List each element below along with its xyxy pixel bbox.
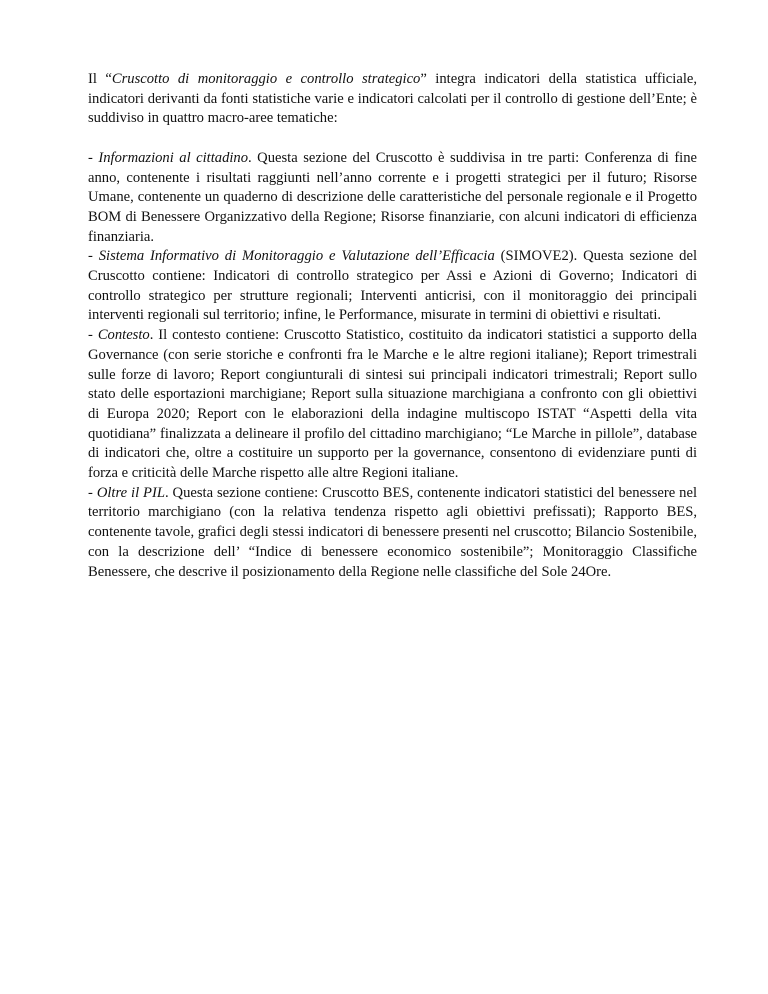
section-oltre-il-pil: [88, 484, 697, 583]
section-dash: -: [88, 484, 97, 501]
section-dash: -: [88, 248, 99, 265]
document-body: [88, 70, 697, 582]
intro-paragraph: [88, 70, 697, 129]
section-text: . Questa sezione contiene: Cruscotto BES, contenente indicatori statistici del benessere nel territorio marchigiano (con la relativa tendenza rispetto agli obiettivi prefissati); Rapporto BES, contenente tavole, grafici degli stessi indicatori di benessere presenti nel cruscotto; Bilancio Sostenibile, con la descrizione dell’ “Indice di benessere economico sostenibile”; Monitoraggio Classifiche Benessere, che descrive il posizionamento della Regione nelle classifiche del Sole 24Ore.: [88, 484, 697, 580]
intro-title: Cruscotto di monitoraggio e controllo strategico: [111, 71, 421, 87]
section-dash: -: [88, 149, 99, 166]
section-simove: [88, 247, 697, 326]
section-title: Contesto: [97, 327, 150, 344]
section-informazioni: [88, 149, 697, 248]
section-text: . Il contesto contiene: Cruscotto Statistico, costituito da indicatori statistici a supporto della Governance (con serie storiche e confronti fra le Marche e le altre regioni italiane); Report trimestrali sulle forze di lavoro; Report congiunturali di sintesi sui principali indicatori trimestrali; Report sullo stato delle esportazioni marchigiane; Report sulla situazione marchigiana a confronto con gli obiettivi di Europa 2020; Report con le elaborazioni della indagine multiscopo ISTAT “Aspetti della vita quotidiana” finalizzata a delineare il profilo del cittadino marchigiano; “Le Marche in pillole”, database di indicatori che, oltre a costituire un supporto per la governance, consentono di evidenziare punti di forza e criticità delle Marche rispetto alle altre Regioni italiane.: [88, 327, 697, 482]
section-text: . Questa sezione del Cruscotto è suddivisa in tre parti: Conferenza di fine anno, contenente i risultati raggiunti nell’anno corrente e i progetti strategici per il futuro; Risorse Umane, contenente un quaderno di descrizione delle caratteristiche del personale regionale e il Progetto BOM di Benessere Organizzativo della Regione; Risorse finanziarie, con alcuni indicatori di efficienza finanziaria.: [88, 149, 698, 245]
section-title: Sistema Informativo di Monitoraggio e Valutazione dell’Efficacia: [98, 248, 495, 265]
section-text: (SIMOVE2). Questa sezione del Cruscotto contiene: Indicatori di controllo strategico per Assi e Azioni di Governo; Indicatori di controllo strategico per strutture regionali; Interventi anticrisi, con il monitoraggio dei principali interventi regionali sul territorio; infine, le Performance, misurate in termini di obiettivi e risultati.: [88, 248, 697, 324]
intro-lead: Il “: [88, 71, 112, 87]
intro-text: ” integra indicatori della statistica ufficiale, indicatori derivanti da fonti statistiche varie e indicatori calcolati per il controllo di gestione dell’Ente; è suddiviso in quattro macro-aree tematiche:: [88, 71, 697, 127]
section-contesto: [88, 326, 697, 484]
section-title: Informazioni al cittadino: [98, 149, 249, 166]
section-title: Oltre il PIL: [96, 484, 165, 501]
section-dash: -: [88, 327, 98, 344]
